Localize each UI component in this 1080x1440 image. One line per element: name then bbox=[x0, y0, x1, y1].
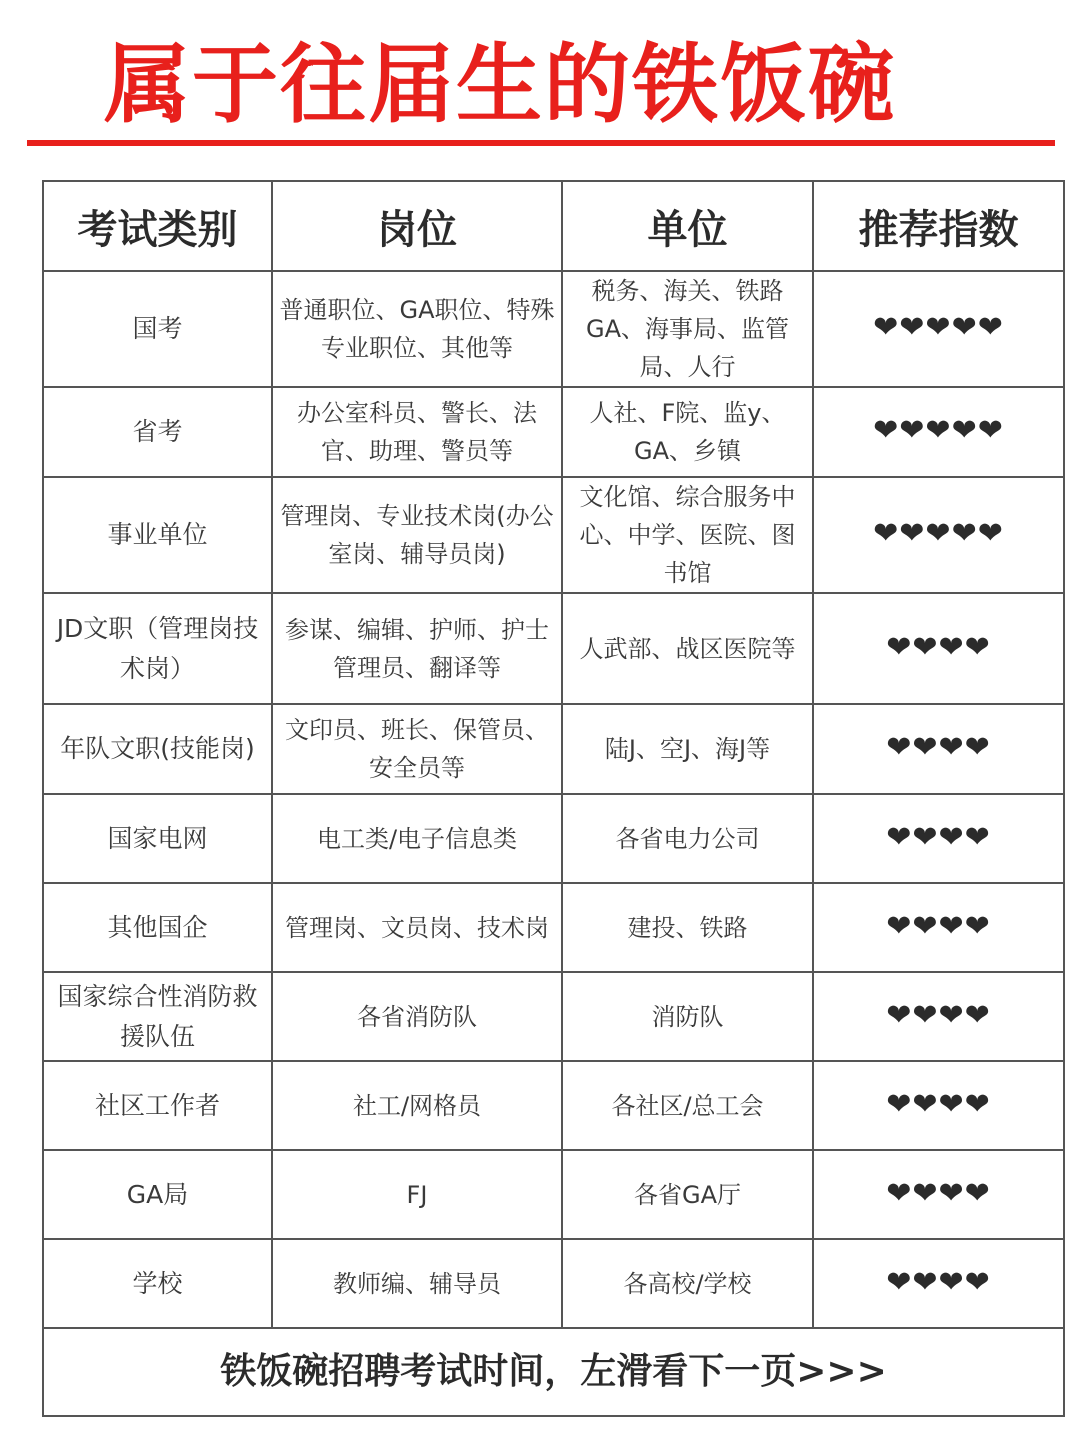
heart-icon: ❤❤❤❤ bbox=[886, 1175, 991, 1211]
rating-cell bbox=[813, 477, 1064, 593]
table-row bbox=[43, 1150, 1064, 1239]
table-body bbox=[43, 271, 1064, 1328]
category-cell: 社区工作者 bbox=[43, 1061, 272, 1150]
units-cell: 建投、铁路 bbox=[562, 883, 813, 972]
units-cell: 文化馆、综合服务中心、中学、医院、图书馆 bbox=[562, 477, 813, 593]
positions-cell: 参谋、编辑、护师、护士管理员、翻译等 bbox=[272, 593, 562, 704]
units-cell: 人社、F院、监y、GA、乡镇 bbox=[562, 387, 813, 477]
category-cell: 事业单位 bbox=[43, 477, 272, 593]
page-title: 属于往届生的铁饭碗 bbox=[104, 35, 896, 135]
heart-icon: ❤❤❤❤ bbox=[886, 629, 991, 665]
category-cell: 其他国企 bbox=[43, 883, 272, 972]
positions-cell: 办公室科员、警长、法官、助理、警员等 bbox=[272, 387, 562, 477]
table-footer-row bbox=[43, 1328, 1064, 1416]
heart-icon: ❤❤❤❤ bbox=[886, 908, 991, 944]
rating-cell bbox=[813, 1239, 1064, 1328]
heart-icon: ❤❤❤❤ bbox=[886, 819, 991, 855]
units-cell: 各社区/总工会 bbox=[562, 1061, 813, 1150]
table-row bbox=[43, 1061, 1064, 1150]
table-row bbox=[43, 271, 1064, 387]
rating-cell bbox=[813, 704, 1064, 794]
heart-icon: ❤❤❤❤ bbox=[886, 1086, 991, 1122]
category-cell: 国家电网 bbox=[43, 794, 272, 883]
units-cell: 各省电力公司 bbox=[562, 794, 813, 883]
header-positions: 岗位 bbox=[272, 181, 562, 271]
heart-icon: ❤❤❤❤ bbox=[886, 730, 991, 765]
units-cell: 消防队 bbox=[562, 972, 813, 1061]
positions-cell: 电工类/电子信息类 bbox=[272, 794, 562, 883]
units-cell: 陆J、空J、海J等 bbox=[562, 704, 813, 794]
units-cell: 各省GA厅 bbox=[562, 1150, 813, 1239]
rating-cell bbox=[813, 972, 1064, 1061]
rating-cell bbox=[813, 593, 1064, 704]
positions-cell: 文印员、班长、保管员、安全员等 bbox=[272, 704, 562, 794]
table-row bbox=[43, 593, 1064, 704]
table-row bbox=[43, 704, 1064, 794]
category-cell: JD文职（管理岗技术岗） bbox=[43, 593, 272, 704]
table-row bbox=[43, 972, 1064, 1061]
rating-cell bbox=[813, 387, 1064, 477]
positions-cell: 管理岗、文员岗、技术岗 bbox=[272, 883, 562, 972]
heart-icon: ❤❤❤❤❤ bbox=[873, 413, 1004, 448]
header-units: 单位 bbox=[562, 181, 813, 271]
table-row bbox=[43, 883, 1064, 972]
table-row bbox=[43, 794, 1064, 883]
rating-cell bbox=[813, 794, 1064, 883]
category-cell: GA局 bbox=[43, 1150, 272, 1239]
units-cell: 税务、海关、铁路GA、海事局、监管局、人行 bbox=[562, 271, 813, 387]
category-cell: 省考 bbox=[43, 387, 272, 477]
heart-icon: ❤❤❤❤ bbox=[886, 1264, 991, 1300]
heart-icon: ❤❤❤❤❤ bbox=[873, 516, 1004, 551]
positions-cell: 教师编、辅导员 bbox=[272, 1239, 562, 1328]
rating-cell bbox=[813, 1061, 1064, 1150]
positions-cell: 管理岗、专业技术岗(办公室岗、辅导员岗) bbox=[272, 477, 562, 593]
category-cell: 国家综合性消防救援队伍 bbox=[43, 972, 272, 1061]
next-page-hint: 铁饭碗招聘考试时间，左滑看下一页>>> bbox=[43, 1328, 1064, 1416]
category-cell: 国考 bbox=[43, 271, 272, 387]
table-row bbox=[43, 1239, 1064, 1328]
exam-table bbox=[42, 180, 1063, 1417]
rating-cell bbox=[813, 1150, 1064, 1239]
heart-icon: ❤❤❤❤❤ bbox=[873, 310, 1004, 345]
units-cell: 各高校/学校 bbox=[562, 1239, 813, 1328]
units-cell: 人武部、战区医院等 bbox=[562, 593, 813, 704]
title-underline bbox=[27, 140, 1055, 146]
category-cell: 学校 bbox=[43, 1239, 272, 1328]
category-cell: 年队文职(技能岗) bbox=[43, 704, 272, 794]
positions-cell: 社工/网格员 bbox=[272, 1061, 562, 1150]
positions-cell: FJ bbox=[272, 1150, 562, 1239]
header-rating: 推荐指数 bbox=[813, 181, 1064, 271]
table-header-row bbox=[43, 181, 1064, 271]
rating-cell bbox=[813, 271, 1064, 387]
rating-cell bbox=[813, 883, 1064, 972]
positions-cell: 各省消防队 bbox=[272, 972, 562, 1061]
positions-cell: 普通职位、GA职位、特殊专业职位、其他等 bbox=[272, 271, 562, 387]
table-row bbox=[43, 477, 1064, 593]
header-category: 考试类别 bbox=[43, 181, 272, 271]
table-row bbox=[43, 387, 1064, 477]
heart-icon: ❤❤❤❤ bbox=[886, 997, 991, 1033]
